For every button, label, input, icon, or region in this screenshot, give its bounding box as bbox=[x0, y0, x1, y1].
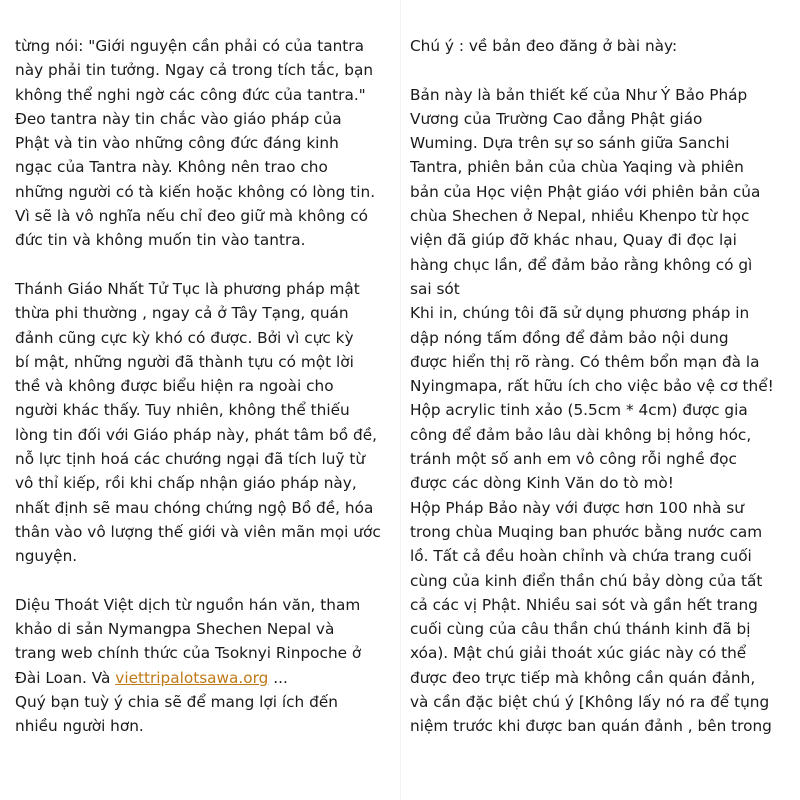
column-divider bbox=[400, 0, 401, 800]
text-line: tránh một số anh em vô công rỗi nghề đọc bbox=[410, 450, 737, 469]
text-line: Wuming. Dựa trên sự so sánh giữa Sanchi bbox=[410, 134, 730, 153]
text-line: được các dòng Kinh Văn do tò mò! bbox=[410, 474, 674, 493]
text-line: Hộp Pháp Bảo này với được hơn 100 nhà sư bbox=[410, 498, 744, 517]
text-line: bí mật, những người đã thành tựu có một lời bbox=[15, 352, 354, 371]
text-line: Tantra, phiên bản của chùa Yaqing và phiên bbox=[410, 158, 744, 177]
text-line: khảo di sản Nymangpa Shechen Nepal và bbox=[15, 620, 335, 639]
text-line: được đeo trực tiếp mà không cần quán đảnh, bbox=[410, 668, 756, 687]
text-line: chùa Shechen ở Nepal, nhiều Khenpo từ học bbox=[410, 207, 750, 226]
text-line: Diệu Thoát Việt dịch từ nguồn hán văn, tham bbox=[15, 595, 361, 614]
text-line: Đeo tantra này tin chắc vào giáo pháp của bbox=[15, 109, 342, 128]
note-heading: Chú ý : về bản đeo đăng ở bài này: bbox=[410, 37, 678, 55]
text-line: Nyingmapa, rất hữu ích cho việc bảo vệ cơ thể! bbox=[410, 377, 774, 396]
text-line: không thể nghi ngờ các công đức của tantra." bbox=[15, 85, 366, 104]
text-line: Phật và tin vào những công đức đáng kinh bbox=[15, 134, 339, 153]
text-line: bản của Học viện Phật giáo với phiên bản của bbox=[410, 182, 761, 201]
paragraph-thanh-giao bbox=[15, 277, 400, 569]
text-line: Thánh Giáo Nhất Tử Tục là phương pháp mật bbox=[15, 279, 360, 298]
paragraph-spacer bbox=[15, 569, 400, 593]
text-line: Vương của Trường Cao đẳng Phật giáo bbox=[410, 109, 703, 128]
text-line: cả các vị Phật. Nhiều sai sót và gần hết trang bbox=[410, 595, 758, 614]
text-line: Quý bạn tuỳ ý chia sẽ để mang lợi ích đến bbox=[15, 693, 338, 712]
text-line: viện đã giúp đỡ khác nhau, Quay đi đọc lại bbox=[410, 231, 737, 250]
text-line: được hiển thị rõ ràng. Có thêm bổn mạn đà la bbox=[410, 352, 760, 371]
paragraph-tantra-faith bbox=[15, 34, 400, 253]
text-line: dập nóng tấm đồng để đảm bảo nội dung bbox=[410, 328, 729, 347]
paragraph-spacer bbox=[15, 253, 400, 277]
text-line: cuối cùng của câu thần chú thánh kinh đã bị bbox=[410, 620, 751, 639]
text-line: Hộp acrylic tinh xảo (5.5cm * 4cm) được gia bbox=[410, 401, 748, 420]
text-line: thân vào vô lượng thế giới và viên mãn mọi ước bbox=[15, 522, 381, 541]
text-line: đảnh cũng cực kỳ khó có được. Bởi vì cực kỳ bbox=[15, 328, 354, 347]
text-line: Bản này là bản thiết kế của Như Ý Bảo Pháp bbox=[410, 85, 748, 104]
right-column bbox=[410, 34, 798, 739]
left-column bbox=[15, 34, 400, 739]
text-line: trong chùa Muqing ban phước bằng nước cam bbox=[410, 522, 763, 541]
text-line: đức tin và không muốn tin vào tantra. bbox=[15, 231, 306, 250]
text-line: lồ. Tất cả đều hoàn chỉnh và chứa trang cuối bbox=[410, 547, 752, 566]
text-line: nỗ lực tịnh hoá các chướng ngại đã tích luỹ từ bbox=[15, 450, 366, 469]
text-line: nhiều người hơn. bbox=[15, 717, 144, 736]
text-line: thừa phi thường , ngay cả ở Tây Tạng, quán bbox=[15, 304, 349, 323]
text-line: xóa). Mật chú giải thoát xúc giác này có thể bbox=[410, 644, 747, 663]
text-line: hàng chục lần, để đảm bảo rằng không có gì bbox=[410, 255, 753, 274]
text-line: người khác thấy. Tuy nhiên, không thể thiếu bbox=[15, 401, 350, 420]
text-line: từng nói: "Giới nguyện cần phải có của tantra bbox=[15, 37, 364, 55]
text-line: lòng tin đối với Giáo pháp này, phát tâm bồ đề, bbox=[15, 425, 377, 444]
text-line: những người có tà kiến hoặc không có lòng tin. bbox=[15, 182, 376, 201]
text-line: sai sót bbox=[410, 279, 460, 298]
text-line-with-link bbox=[15, 666, 400, 690]
text-line: Vì sẽ là vô nghĩa nếu chỉ đeo giữ mà không có bbox=[15, 207, 368, 226]
text-line: vô thỉ kiếp, rồi khi chấp nhận giáo pháp này, bbox=[15, 474, 357, 493]
text-line: công để đảm bảo lâu dài không bị hỏng hóc, bbox=[410, 425, 752, 444]
text-line: trang web chính thức của Tsoknyi Rinpoche ở bbox=[15, 644, 362, 663]
paragraph-spacer bbox=[410, 58, 798, 82]
text-line: ngạc của Tantra này. Không nên trao cho bbox=[15, 158, 328, 177]
text-line: niệm trước khi được ban quán đảnh , bên trong bbox=[410, 717, 772, 736]
text-line: và cần đặc biệt chú ý [Không lấy nó ra để tụng bbox=[410, 693, 770, 712]
text-line: nhất định sẽ mau chóng chứng ngộ Bồ đề, hóa bbox=[15, 498, 374, 517]
website-link[interactable]: viettripalotsawa.org bbox=[115, 668, 269, 687]
text-line: Khi in, chúng tôi đã sử dụng phương pháp in bbox=[410, 304, 750, 323]
paragraph-translation-credit bbox=[15, 593, 400, 739]
text-line: cùng của kinh điển thần chú bảy dòng của tất bbox=[410, 571, 763, 590]
text-line: thề và không được biểu hiện ra ngoài cho bbox=[15, 377, 334, 396]
link-prefix: Đài Loan. Và bbox=[15, 668, 116, 687]
link-suffix: ... bbox=[268, 668, 288, 687]
note-body bbox=[410, 83, 798, 739]
text-line: nguyện. bbox=[15, 547, 78, 566]
text-line: này phải tin tưởng. Ngay cả trong tích tắc, bạn bbox=[15, 61, 374, 80]
